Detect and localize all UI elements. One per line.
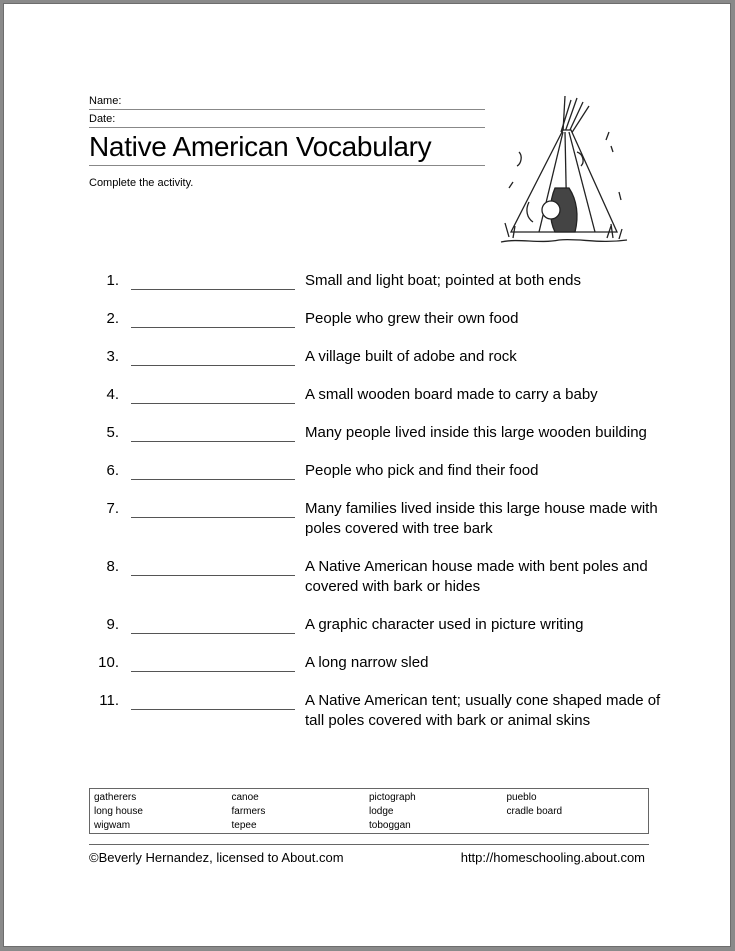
answer-blank[interactable]: [131, 615, 295, 634]
question-number: 11.: [99, 692, 119, 709]
question-number: 4.: [106, 386, 119, 403]
word-bank-item: tepee: [231, 820, 257, 831]
word-bank-item: canoe: [231, 792, 259, 803]
instructions: Complete the activity.: [89, 177, 194, 189]
question-item: [89, 347, 679, 367]
question-item: [89, 309, 679, 329]
question-definition: People who grew their own food: [305, 310, 519, 327]
name-field[interactable]: [89, 92, 485, 110]
word-bank-item: cradle board: [506, 806, 563, 817]
question-definition: Many people lived inside this large wooden building: [305, 424, 647, 441]
question-item: [89, 271, 679, 291]
question-definition: A small wooden board made to carry a baby: [305, 386, 598, 403]
question-item: [89, 499, 679, 539]
question-item: [89, 423, 679, 443]
answer-blank[interactable]: [131, 653, 295, 672]
word-bank-item: pueblo: [506, 792, 537, 803]
date-label: Date:: [89, 113, 116, 125]
question-definition: A long narrow sled: [305, 654, 429, 671]
question-definition: Many families lived inside this large house made with poles covered with tree bark: [305, 500, 658, 537]
question-definition: A graphic character used in picture writing: [305, 616, 584, 633]
date-field[interactable]: [89, 110, 485, 128]
word-bank-item: long house: [94, 806, 143, 817]
question-number: 6.: [106, 462, 119, 479]
question-number: 2.: [106, 310, 119, 327]
footer-divider: [89, 844, 649, 845]
question-number: 8.: [106, 558, 119, 575]
question-item: [89, 385, 679, 405]
word-bank-item: [507, 819, 645, 833]
question-list: [89, 271, 679, 749]
name-label: Name:: [89, 95, 122, 107]
question-definition: A Native American house made with bent poles and covered with bark or hides: [305, 558, 648, 595]
footer-url[interactable]: http://homeschooling.about.com: [460, 850, 645, 865]
answer-blank[interactable]: [131, 499, 295, 518]
question-item: [89, 691, 679, 731]
question-item: [89, 461, 679, 481]
question-number: 10.: [98, 654, 119, 671]
word-bank-item: pictograph: [369, 792, 416, 803]
answer-blank[interactable]: [131, 461, 295, 480]
question-number: 5.: [106, 424, 119, 441]
worksheet-page: [3, 3, 731, 947]
answer-blank[interactable]: [131, 271, 295, 290]
tepee-icon: [499, 92, 629, 252]
worksheet-header: [89, 92, 485, 189]
question-definition: A Native American tent; usually cone shaped made of tall poles covered with bark or animal skins: [305, 692, 661, 729]
answer-blank[interactable]: [131, 385, 295, 404]
question-number: 3.: [106, 348, 119, 365]
page-title: Native American Vocabulary: [89, 128, 485, 166]
answer-blank[interactable]: [131, 347, 295, 366]
word-bank-item: lodge: [369, 806, 394, 817]
question-item: [89, 557, 679, 597]
answer-blank[interactable]: [131, 691, 295, 710]
answer-blank[interactable]: [131, 557, 295, 576]
question-number: 9.: [106, 616, 119, 633]
question-item: [89, 615, 679, 635]
answer-blank[interactable]: [131, 423, 295, 442]
question-definition: People who pick and find their food: [305, 462, 539, 479]
question-number: 1.: [106, 272, 119, 289]
word-bank-item: wigwam: [94, 820, 131, 831]
question-item: [89, 653, 679, 673]
word-bank-item: gatherers: [94, 792, 137, 803]
word-bank: [89, 788, 649, 834]
word-bank-item: toboggan: [369, 820, 411, 831]
word-bank-item: farmers: [231, 806, 266, 817]
answer-blank[interactable]: [131, 309, 295, 328]
footer-copyright: ©Beverly Hernandez, licensed to About.com: [89, 850, 344, 865]
question-number: 7.: [106, 500, 119, 517]
question-definition: Small and light boat; pointed at both ends: [305, 272, 582, 289]
question-definition: A village built of adobe and rock: [305, 348, 517, 365]
